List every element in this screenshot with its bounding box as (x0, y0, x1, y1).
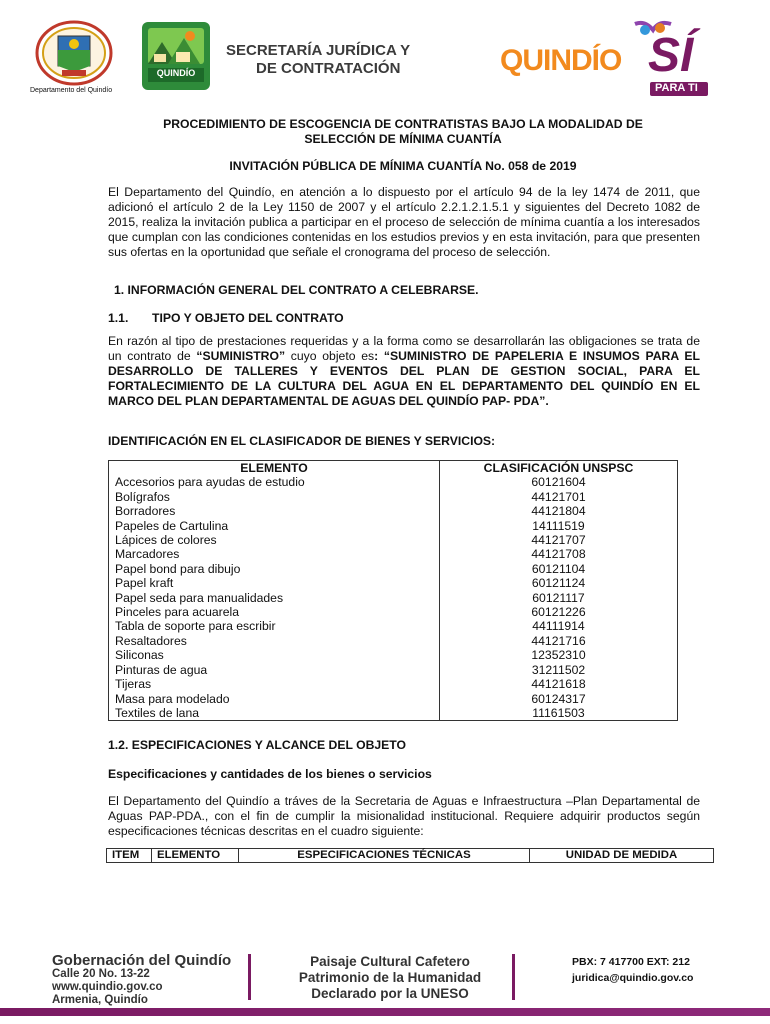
clasificador-heading: IDENTIFICACIÓN EN EL CLASIFICADOR DE BIENES Y SERVICIOS: (108, 434, 496, 448)
unspsc-cell: 31211502 (531, 662, 586, 677)
department-caption: Departamento del Quindío (30, 87, 113, 94)
paisaje-line1: Paisaje Cultural Cafetero (310, 954, 470, 969)
table-row (109, 591, 677, 605)
table-row (109, 619, 677, 633)
elemento-cell: Papel bond para dibujo (109, 562, 440, 576)
table-row (109, 475, 677, 489)
table-row (109, 533, 677, 547)
document-title-line2: SELECCIÓN DE MÍNIMA CUANTÍA (304, 132, 502, 146)
unspsc-cell: 60121124 (531, 576, 586, 591)
table-row (109, 663, 677, 677)
elemento-cell: Accesorios para ayudas de estudio (109, 475, 440, 489)
table-row (109, 576, 677, 590)
elemento-cell: Pinceles para acuarela (109, 605, 440, 619)
table-header-row (107, 849, 714, 863)
section-1-1-title: TIPO Y OBJETO DEL CONTRATO (152, 311, 344, 325)
column-header-especificaciones: ESPECIFICACIONES TÉCNICAS (239, 849, 530, 863)
elemento-cell: Papel kraft (109, 576, 440, 590)
objeto-description: : “SUMINISTRO DE PAPELERIA E INSUMOS PARA EL DESARROLLO DE TALLERES Y EVENTOS DEL PLAN DE GESTION SOCIAL, PARA EL FORTALECIMIENTO DE LA CULTURA DEL AGUA EN EL DEPARTAMENTO DEL QUINDÍO EN EL MARCO DEL PLAN DEPARTAMENTAL DE AGUAS DEL QUINDÍO PAP- PDA”. (108, 349, 700, 408)
footer-brand-bar (0, 1008, 770, 1016)
table-row (109, 519, 677, 533)
paisaje-line3: Declarado por la UNESO (311, 986, 469, 1001)
secretaria-title-line1: SECRETARÍA JURÍDICA Y (226, 42, 411, 59)
table-row (109, 648, 677, 662)
elemento-cell: Tabla de soporte para escribir (109, 619, 440, 633)
elemento-cell: Borradores (109, 504, 440, 518)
elemento-cell: Pinturas de agua (109, 663, 440, 677)
unspsc-cell: 44121707 (531, 533, 586, 548)
unspsc-cell: 44121716 (531, 633, 586, 648)
elemento-cell: Tijeras (109, 677, 440, 691)
para-ti-wordmark: PARA TI (655, 82, 698, 94)
quindio-logo-text: QUINDÍO (156, 68, 196, 78)
specifications-table (106, 848, 714, 863)
paisaje-line2: Patrimonio de la Humanidad (298, 970, 482, 985)
column-header-unidad-medida: UNIDAD DE MEDIDA (530, 849, 714, 863)
document-title-line1: PROCEDIMIENTO DE ESCOGENCIA DE CONTRATISTAS BAJO LA MODALIDAD DE (163, 117, 643, 131)
unspsc-cell: 60124317 (531, 691, 586, 706)
footer-website: www.quindio.gov.co (52, 981, 163, 993)
quindio-si-para-ti-logo (500, 20, 715, 98)
elemento-cell: Textiles de lana (109, 706, 440, 720)
unspsc-cell: 44111914 (532, 619, 585, 634)
si-wordmark: SÍ (648, 29, 694, 82)
table-row (109, 547, 677, 561)
gobernacion-name: Gobernación del Quindío (52, 952, 232, 969)
footer-phone: PBX: 7 417700 EXT: 212 (572, 956, 690, 968)
footer-email: juridica@quindio.gov.co (572, 972, 694, 984)
footer-divider-left (248, 954, 251, 1000)
column-header-elemento: ELEMENTO (109, 461, 440, 475)
unspsc-classification-table (108, 460, 678, 721)
section-1-2-heading: 1.2. ESPECIFICACIONES Y ALCANCE DEL OBJETO (108, 738, 406, 752)
secretaria-title-line2: DE CONTRATACIÓN (256, 60, 401, 77)
elemento-cell: Marcadores (109, 547, 440, 561)
table-row (109, 706, 677, 720)
table-row (109, 490, 677, 504)
table-row (109, 692, 677, 706)
elemento-cell: Masa para modelado (109, 692, 440, 706)
objeto-paragraph (108, 334, 700, 409)
specifications-heading: Especificaciones y cantidades de los bienes o servicios (108, 767, 432, 781)
unspsc-cell: 44121708 (531, 547, 586, 562)
unspsc-cell: 11161503 (532, 705, 585, 720)
elemento-cell: Siliconas (109, 648, 440, 662)
section-1-1-number: 1.1. (108, 311, 129, 325)
column-header-item: ITEM (107, 849, 152, 863)
elemento-cell: Papel seda para manualidades (109, 591, 440, 605)
unspsc-cell: 12352310 (531, 648, 586, 663)
elemento-cell: Bolígrafos (109, 490, 440, 504)
elemento-cell: Resaltadores (109, 634, 440, 648)
table-header-row (109, 461, 677, 475)
secretaria-title (226, 42, 476, 78)
unspsc-cell: 60121104 (531, 561, 586, 576)
unspsc-cell: 60121604 (531, 475, 586, 490)
unspsc-cell: 44121618 (531, 677, 586, 692)
quindio-brand-logo (140, 20, 212, 92)
footer-city: Armenia, Quindío (52, 994, 148, 1006)
specifications-paragraph: El Departamento del Quindío a tráves de la Secretaria de Aguas e Infraestructura –Plan Departamental de Aguas PAP-PDA., con el fin de cumplir la misionalidad institucional. Requiere adquirir productos según especificaciones técnicas descritas en el cuadro siguiente: (108, 794, 700, 838)
table-row (109, 634, 677, 648)
quindio-wordmark: QUINDÍO (500, 44, 622, 77)
objeto-contract-type: “SUMINISTRO” (196, 349, 286, 363)
table-row (109, 562, 677, 576)
footer-divider-right (512, 954, 515, 1000)
intro-paragraph: El Departamento del Quindío, en atención a lo dispuesto por el artículo 94 de la ley 1474 de 2011, que adicionó el artículo 2 de la Ley 1150 de 2007 y el artículo 2.2.1.2.1.5.1 y siguientes del Decreto 1082 de 2015, realiza la invitación publica a participar en el proceso de selección de mínima cuantía a los interesados que cumplan con las condiciones contenidas en los estudios previos y en esta invitación, para que presenten sus ofertas en la oportunidad que señale el cronograma del proceso de selección. (108, 185, 700, 259)
unspsc-cell: 60121226 (531, 605, 586, 620)
table-row (109, 605, 677, 619)
table-row (109, 504, 677, 518)
unspsc-cell: 60121117 (532, 590, 585, 605)
objeto-text-1: En razón al tipo de prestaciones requeridas y a la forma como se desarrollarán las obligaciones se trata de un contrato de (108, 334, 700, 363)
column-header-elemento: ELEMENTO (152, 849, 239, 863)
unspsc-cell: 14111519 (532, 518, 585, 533)
footer-address: Calle 20 No. 13-22 (52, 968, 150, 980)
section-1-heading: 1. INFORMACIÓN GENERAL DEL CONTRATO A CELEBRARSE. (114, 283, 479, 297)
invitation-title: INVITACIÓN PÚBLICA DE MÍNIMA CUANTÍA No. 058 de 2019 (229, 159, 577, 173)
unspsc-cell: 44121701 (531, 489, 586, 504)
column-header-unspsc: CLASIFICACIÓN UNSPSC (483, 461, 634, 475)
objeto-text-2: cuyo objeto es (285, 349, 375, 363)
unspsc-cell: 44121804 (531, 504, 586, 519)
department-seal-logo (34, 20, 114, 86)
elemento-cell: Lápices de colores (109, 533, 440, 547)
table-row (109, 677, 677, 691)
paisaje-cultural-block (285, 954, 495, 1002)
elemento-cell: Papeles de Cartulina (109, 519, 440, 533)
